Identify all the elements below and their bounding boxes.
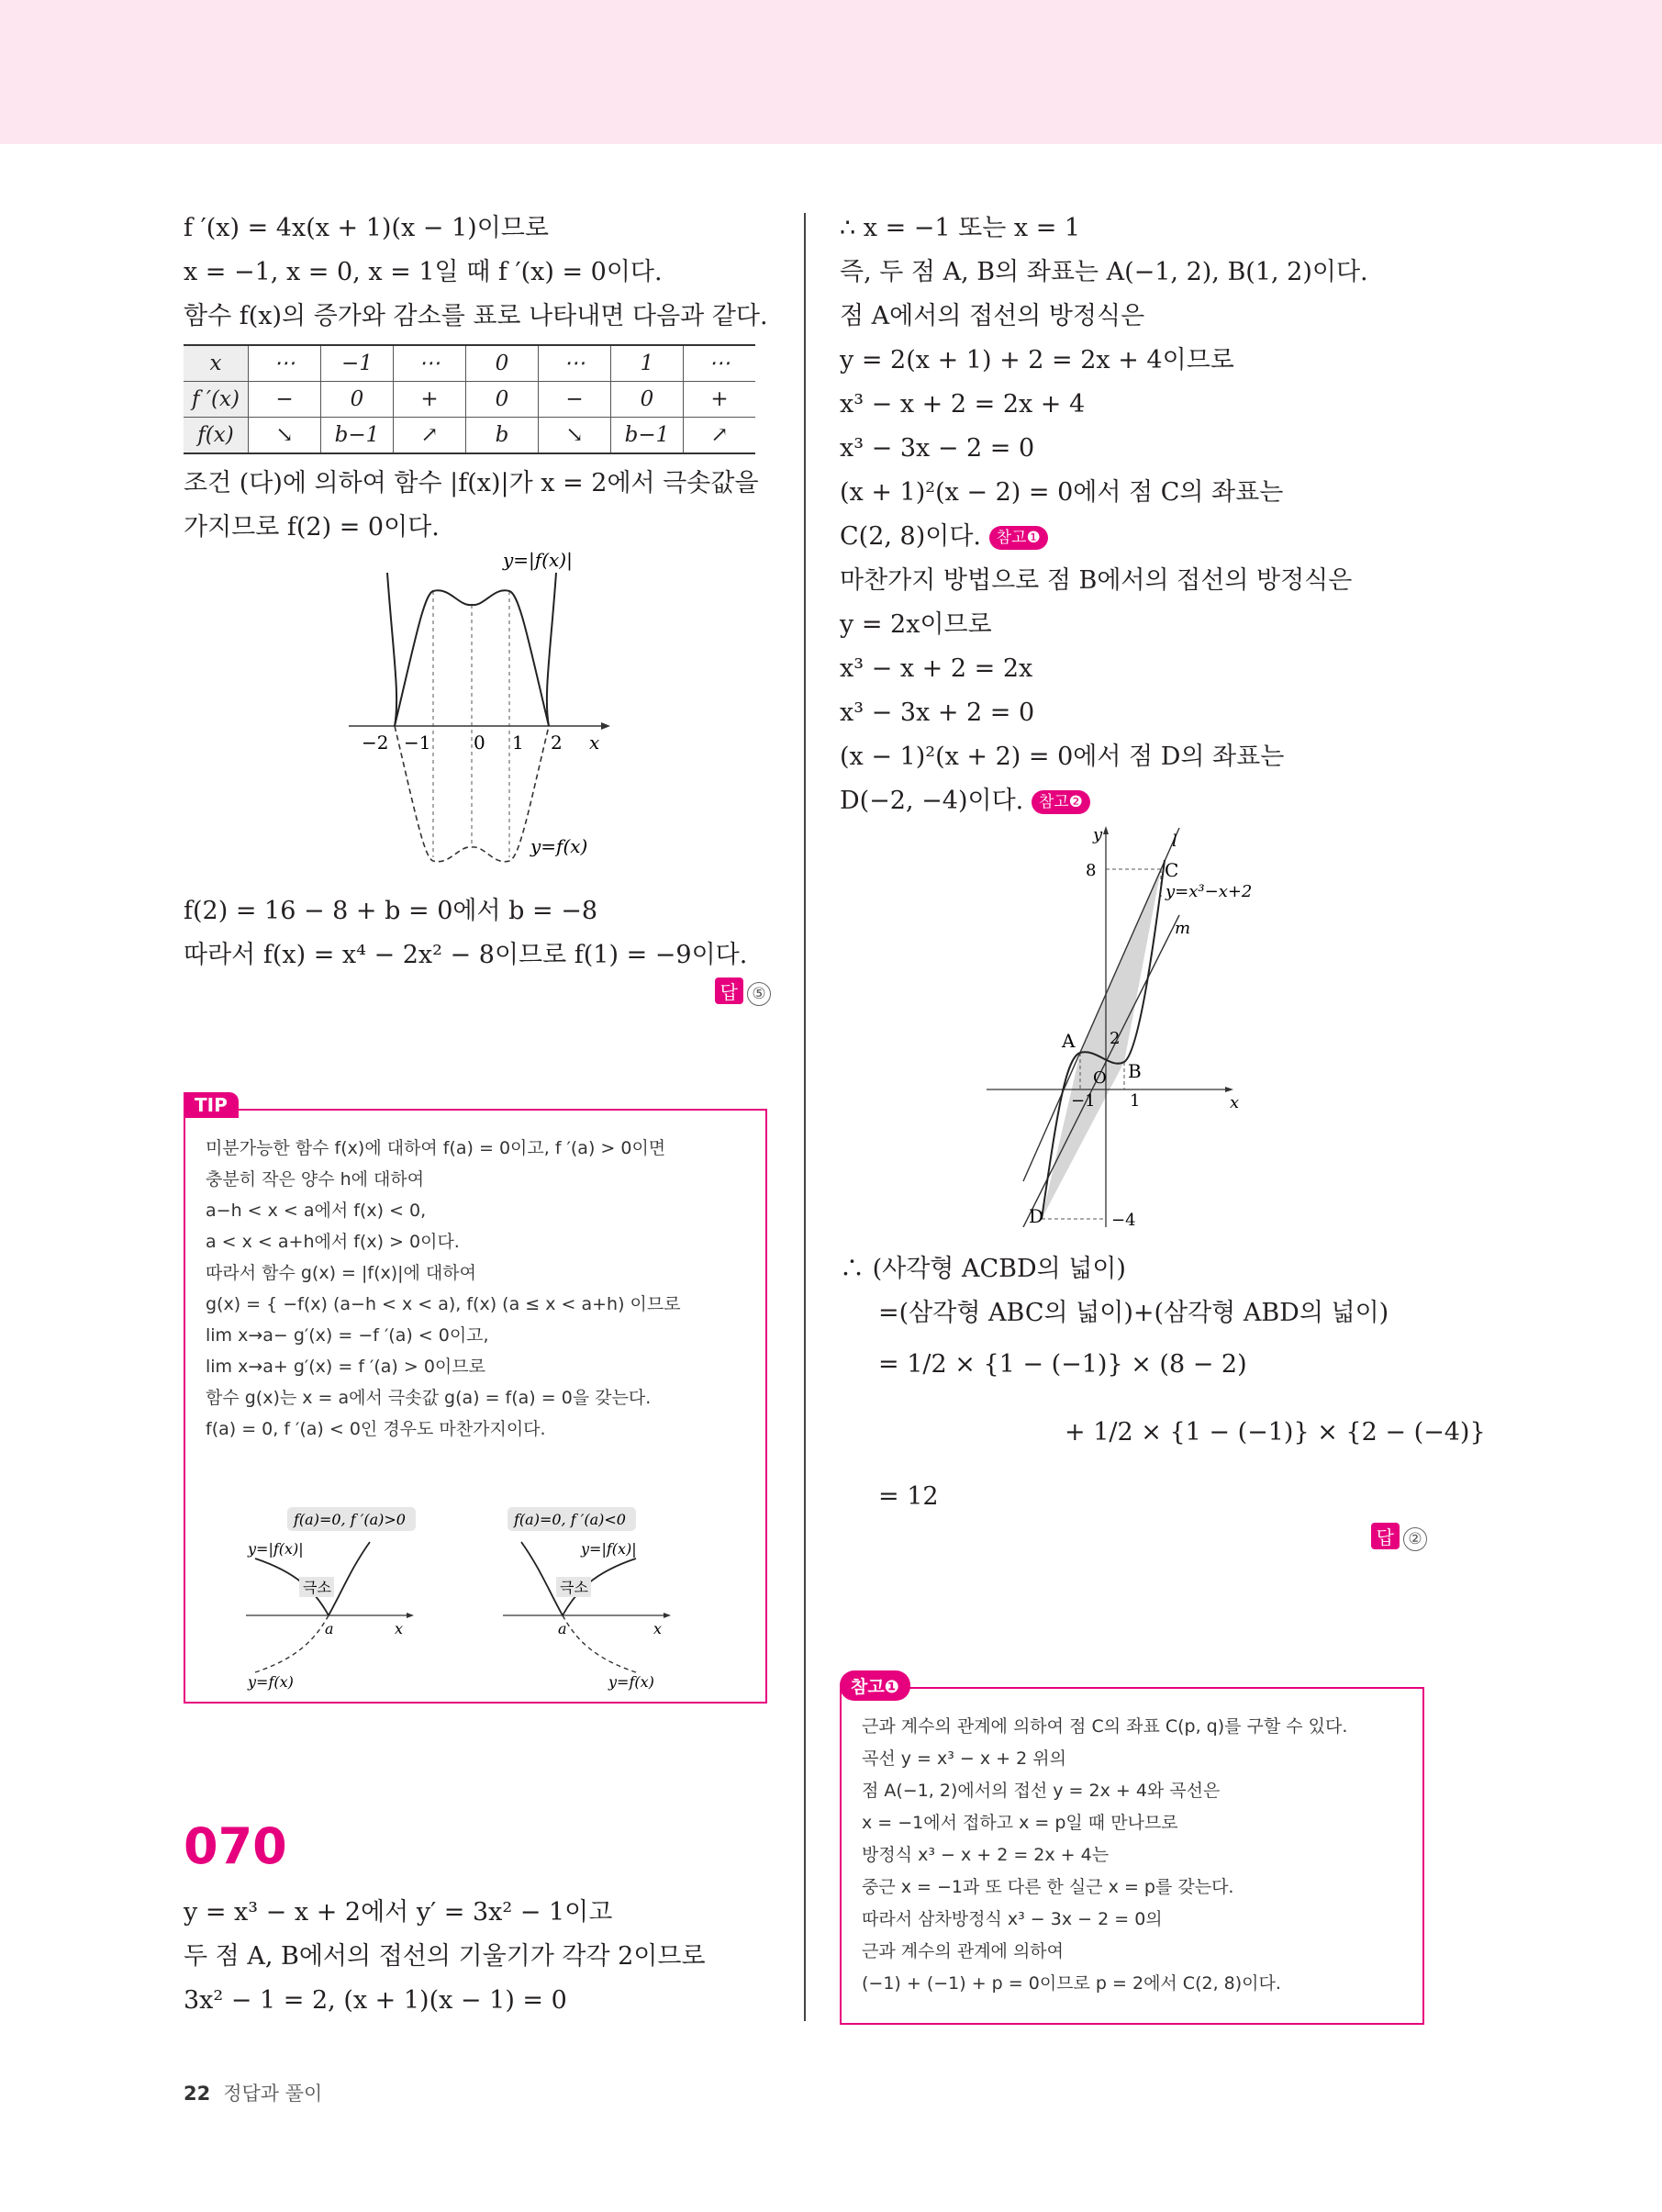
table-cell: 0 (611, 382, 684, 418)
x-axis-arrow (1225, 1087, 1233, 1092)
text-line: = 1/2 × {1 − (−1)} × (8 − 2) (878, 1350, 1247, 1379)
reference-line: 점 A(−1, 2)에서의 접선 y = 2x + 4와 곡선은 (862, 1781, 1221, 1801)
table-cell: 1 (611, 345, 684, 382)
tangent-graph (840, 823, 1427, 1227)
ref1-badge[interactable]: 참고❶ (989, 526, 1048, 550)
f-curve (563, 1615, 636, 1672)
text-line: 조건 (다)에 의하여 함수 |f(x)|가 x = 2에서 극솟값을 (184, 469, 759, 497)
problem-number: 070 (184, 1817, 287, 1875)
axis-label: y (1093, 825, 1103, 844)
x-axis-arrow (601, 722, 610, 730)
axis-label: x (653, 1620, 663, 1637)
text-line: 점 A에서의 접선의 방정식은 (840, 302, 1145, 330)
table-cell: 0 (466, 345, 539, 382)
line-label: m (1175, 919, 1191, 938)
f-curve (255, 1615, 329, 1672)
answer-label: 답 (715, 978, 743, 1004)
text-line: x³ − x + 2 = 2x (840, 654, 1033, 683)
axis-label: x (589, 732, 600, 754)
line-text: D(−2, −4)이다. (840, 787, 1024, 815)
text-line (840, 779, 1427, 823)
text-line: f ′(x) = 4x(x + 1)(x − 1)이므로 (184, 214, 549, 242)
text-line: =(삼각형 ABC의 넓이)+(삼각형 ABD의 넓이) (878, 1299, 1389, 1327)
text-line: ∴ x = −1 또는 x = 1 (840, 214, 1081, 242)
tick-label: 8 (1086, 861, 1097, 880)
reference-line: 중근 x = −1과 또 다른 한 실근 x = p를 갖는다. (862, 1877, 1234, 1897)
text-line: y = 2x이므로 (840, 610, 992, 639)
axis-label: x (1230, 1093, 1240, 1112)
tip-line: 충분히 작은 양수 h에 대하여 (206, 1169, 425, 1190)
tip-text (206, 1133, 681, 1445)
answer-mark (715, 978, 771, 1006)
text-line: + 1/2 × {1 − (−1)} × {2 − (−4)} (1065, 1418, 1486, 1447)
reference-text (862, 1711, 1347, 2000)
curve-label: y=f(x) (608, 1673, 654, 1691)
caption: f(a)=0, f ′(a)<0 (514, 1511, 626, 1528)
text-line: x³ − 3x − 2 = 0 (840, 434, 1035, 463)
tip-line: f(a) = 0, f ′(a) < 0인 경우도 마찬가지이다. (206, 1419, 546, 1439)
curve-label: y=f(x) (248, 1673, 294, 1691)
text-line: 가지므로 f(2) = 0이다. (184, 513, 440, 542)
reference-line: x = −1에서 접하고 x = p일 때 만나므로 (862, 1813, 1178, 1833)
text-line: f(2) = 16 − 8 + b = 0에서 b = −8 (184, 897, 598, 925)
reference-line: 곡선 y = x³ − x + 2 위의 (862, 1748, 1066, 1769)
page-number: 22 (184, 2083, 211, 2105)
answer-row (840, 1523, 1427, 1556)
table-cell: ↗ (684, 418, 756, 454)
reference-line: 따라서 삼차방정식 x³ − 3x − 2 = 0의 (862, 1909, 1163, 1929)
line-label: l (1172, 832, 1177, 851)
left-column (184, 207, 771, 1014)
min-label: 극소 (303, 1579, 331, 1596)
point-label: O (1093, 1068, 1107, 1088)
text-line: x = −1, x = 0, x = 1일 때 f ′(x) = 0이다. (184, 258, 663, 286)
ref2-badge[interactable]: 참고❷ (1032, 790, 1090, 814)
footer-title: 정답과 풀이 (223, 2083, 323, 2105)
table-cell: ↘ (539, 418, 611, 454)
tick-label: −2 (362, 732, 389, 754)
text-line: ∴ (사각형 ACBD의 넓이) (840, 1255, 1126, 1283)
caption: f(a)=0, f ′(a)>0 (294, 1511, 406, 1528)
reference-box (840, 1677, 1424, 2025)
text-line (840, 515, 1427, 559)
text-line: x³ − 3x + 2 = 0 (840, 698, 1035, 727)
table-cell: x (184, 345, 249, 382)
table-cell: −1 (321, 345, 394, 382)
table-cell: ↘ (249, 418, 321, 454)
tick-label: 2 (551, 732, 563, 754)
tip-line: lim x→a− g′(x) = −f ′(a) < 0이고, (206, 1325, 489, 1346)
shaded-region (1042, 869, 1161, 1219)
tick-label: 1 (1130, 1091, 1141, 1111)
text-line: 즉, 두 점 A, B의 좌표는 A(−1, 2), B(1, 2)이다. (840, 258, 1368, 286)
text-line: 3x² − 1 = 2, (x + 1)(x − 1) = 0 (184, 1986, 567, 2015)
table-cell: ⋯ (684, 345, 756, 382)
x-axis-arrow (664, 1613, 671, 1618)
table-cell: − (539, 382, 611, 418)
tick-label: 0 (474, 732, 485, 754)
text-line: = 12 (878, 1482, 939, 1511)
tip-line: lim x→a+ g′(x) = f ′(a) > 0이므로 (206, 1357, 485, 1377)
min-label: 극소 (560, 1579, 588, 1596)
answer-label: 답 (1371, 1523, 1400, 1549)
answer-value: ② (1403, 1527, 1427, 1551)
tip-graphs (191, 1503, 760, 1696)
reference-line: 방정식 x³ − x + 2 = 2x + 4는 (862, 1845, 1110, 1865)
answer-row (184, 978, 771, 1014)
increase-decrease-table (184, 344, 755, 454)
text-line: (x + 1)²(x − 2) = 0에서 점 C의 좌표는 (840, 478, 1284, 507)
curve-label: y=f(x) (530, 835, 588, 857)
point-label: a (325, 1620, 334, 1637)
tick-label: −1 (1071, 1091, 1096, 1111)
abs-f-graph (184, 550, 771, 889)
tick-label: −1 (404, 732, 431, 754)
point-label: B (1128, 1060, 1142, 1082)
text-line: 마찬가지 방법으로 점 B에서의 접선의 방정식은 (840, 566, 1353, 595)
text-line: y = 2(x + 1) + 2 = 2x + 4이므로 (840, 346, 1234, 374)
tip-line: 따라서 함수 g(x) = |f(x)|에 대하여 (206, 1263, 476, 1283)
answer-mark (1371, 1523, 1427, 1551)
table-cell: ⋯ (394, 345, 466, 382)
curve-label: y=|f(x)| (248, 1540, 304, 1558)
table-cell: 0 (321, 382, 394, 418)
reference-line: (−1) + (−1) + p = 0이므로 p = 2에서 C(2, 8)이다. (862, 1973, 1281, 1994)
tip-line: 함수 g(x)는 x = a에서 극솟값 g(a) = f(a) = 0을 갖는다. (206, 1388, 652, 1408)
curve-label: y=|f(x)| (581, 1540, 637, 1558)
text-line: 따라서 f(x) = x⁴ − 2x² − 8이므로 f(1) = −9이다. (184, 941, 748, 969)
page-footer (184, 2079, 322, 2106)
point-label: C (1165, 859, 1179, 881)
table-cell: ↗ (394, 418, 466, 454)
tick-label: 1 (512, 732, 524, 754)
point-label: D (1029, 1205, 1044, 1227)
table-cell: b−1 (611, 418, 684, 454)
table-cell: ⋯ (249, 345, 321, 382)
table-row (184, 345, 755, 382)
text-line: (x − 1)²(x + 2) = 0에서 점 D의 좌표는 (840, 743, 1285, 771)
table-cell: 0 (466, 382, 539, 418)
curve-label: y=x³−x+2 (1166, 882, 1253, 901)
table-cell: b (466, 418, 539, 454)
text-line: x³ − x + 2 = 2x + 4 (840, 390, 1086, 419)
tick-label: 2 (1110, 1029, 1121, 1048)
x-axis-arrow (407, 1613, 414, 1618)
table-cell: b−1 (321, 418, 394, 454)
text-line: y = x³ − x + 2에서 y′ = 3x² − 1이고 (184, 1898, 613, 1927)
point-label: a (558, 1620, 567, 1637)
answer-value: ⑤ (747, 982, 771, 1006)
header-band (0, 0, 1662, 144)
tip-box (184, 1094, 767, 1704)
line-text: C(2, 8)이다. (840, 522, 981, 551)
table-row (184, 418, 755, 454)
text-line: 함수 f(x)의 증가와 감소를 표로 나타내면 다음과 같다. (184, 302, 768, 330)
text-line: 두 점 A, B에서의 접선의 기울기가 각각 2이므로 (184, 1942, 706, 1971)
tip-line: a < x < a+h에서 f(x) > 0이다. (206, 1232, 460, 1252)
tip-tag: TIP (184, 1092, 239, 1118)
table-cell: + (684, 382, 756, 418)
tangent-l (1023, 828, 1179, 1181)
y-axis-arrow (1103, 826, 1109, 834)
table-cell: f ′(x) (184, 382, 249, 418)
right-column (840, 207, 1486, 1556)
column-divider (804, 213, 806, 2021)
reference-line: 근과 계수의 관계에 의하여 (862, 1941, 1065, 1961)
table-cell: − (249, 382, 321, 418)
problem-text (184, 1891, 706, 2023)
axis-label: x (395, 1620, 404, 1637)
tip-line: g(x) = { −f(x) (a−h < x < a), f(x) (a ≤ x < a+h) 이므로 (206, 1294, 681, 1314)
reference-tag: 참고❶ (840, 1670, 910, 1701)
table-row (184, 382, 755, 418)
table-cell: ⋯ (539, 345, 611, 382)
table-cell: + (394, 382, 466, 418)
point-label: A (1062, 1030, 1076, 1052)
table-cell: f(x) (184, 418, 249, 454)
reference-line: 근과 계수의 관계에 의하여 점 C의 좌표 C(p, q)를 구할 수 있다. (862, 1716, 1348, 1737)
tip-line: 미분가능한 함수 f(x)에 대하여 f(a) = 0이고, f ′(a) > 0이면 (206, 1138, 666, 1158)
tick-label: −4 (1111, 1211, 1136, 1227)
curve-label: y=|f(x)| (503, 550, 573, 571)
tip-line: a−h < x < a에서 f(x) < 0, (206, 1201, 427, 1221)
